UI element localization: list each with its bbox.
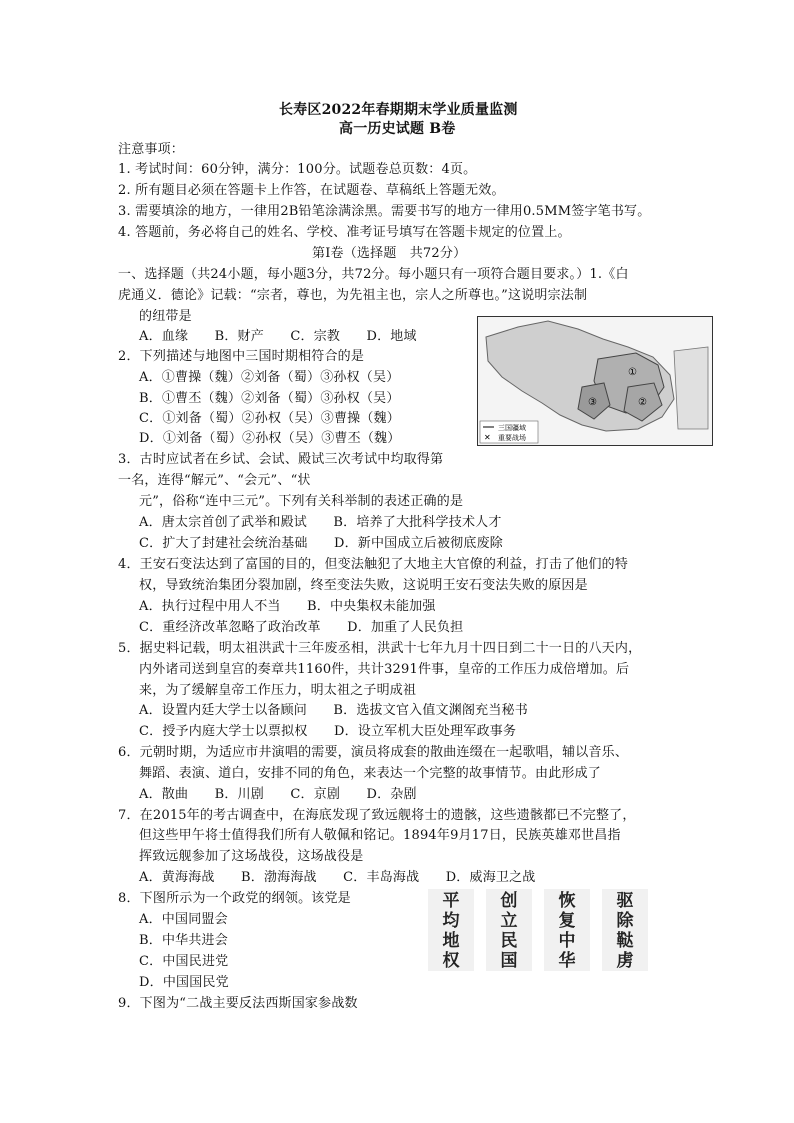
question-text: 9．下图为“二战主要反法西斯国家参战数 bbox=[118, 996, 358, 1011]
question-option: B．中华共进会 bbox=[139, 933, 228, 948]
question-option: C．①刘备（蜀）②孙权（吴）③曹操（魏） bbox=[139, 411, 400, 426]
map-graphic bbox=[478, 317, 712, 445]
question-text: 内外诸司送到皇宫的奏章共1160件，共计3291件事，皇帝的工作压力成倍增加。后 bbox=[139, 662, 630, 677]
banner-char: 权 bbox=[442, 951, 460, 971]
question-option: C．中国民进党 bbox=[139, 954, 229, 969]
banner-char: 除 bbox=[616, 911, 634, 931]
banner-char: 国 bbox=[500, 951, 518, 971]
question-options: A．血缘 B．财产 C．宗教 D．地域 bbox=[139, 329, 417, 344]
question-text: 6．元朝时期，为适应市井演唱的需要，演员将成套的散曲连缀在一起歌唱，辅以音乐、 bbox=[118, 745, 629, 760]
question-option: A．执行过程中用人不当 B．中央集权未能加强 bbox=[139, 599, 436, 614]
note-item: 1. 考试时间：60分钟，满分：100分。试题卷总页数：4页。 bbox=[118, 162, 477, 177]
question-text: 7．在2015年的考古调查中，在海底发现了致远舰将士的遗骸，这些遗骸都已不完整了， bbox=[118, 808, 636, 823]
legend-battle: 重要战场 bbox=[498, 434, 526, 442]
question-text: 来，为了缓解皇帝工作压力，明太祖之子明成祖 bbox=[139, 683, 417, 698]
question-text: 权，导致统治集团分裂加剧，终至变法失败，这说明王安石变法失败的原因是 bbox=[139, 578, 588, 593]
banner-char: 创 bbox=[500, 891, 518, 911]
question-text: 4．王安石变法达到了富国的目的，但变法触犯了大地主大官僚的利益，打击了他们的特 bbox=[118, 557, 629, 572]
question-option: C．扩大了封建社会统治基础 D．新中国成立后被彻底废除 bbox=[139, 536, 503, 551]
question-option: B．①曹丕（魏）②刘备（蜀）③孙权（吴） bbox=[139, 391, 400, 406]
note-item: 3. 需要填涂的地方，一律用2B铅笔涂满涂黑。需要书写的地方一律用0.5MM签字笔书写。 bbox=[118, 204, 651, 219]
question-option: D．①刘备（蜀）②孙权（吴）③曹丕（魏） bbox=[139, 431, 401, 446]
question-option: C．授予内庭大学士以票拟权 D．设立军机大臣处理军政事务 bbox=[139, 724, 517, 739]
svg-text:✕: ✕ bbox=[484, 433, 491, 442]
banner-char: 华 bbox=[558, 951, 576, 971]
banner-char: 均 bbox=[442, 911, 460, 931]
note-item: 2. 所有题目必须在答题卡上作答，在试题卷、草稿纸上答题无效。 bbox=[118, 183, 505, 198]
section-intro: 一、选择题（共24小题，每小题3分，共72分。每小题只有一项符合题目要求。）1.《白 bbox=[118, 267, 629, 282]
question-text: 一名，连得“解元”、“会元”、“状 bbox=[118, 473, 311, 488]
three-kingdoms-map bbox=[477, 316, 713, 446]
map-marker-3: ③ bbox=[588, 397, 597, 408]
question-text: 元”，俗称“连中三元”。下列有关科举制的表述正确的是 bbox=[139, 494, 464, 509]
banner-char: 民 bbox=[500, 931, 518, 951]
question-option: C．重经济改革忽略了政治改革 D．加重了人民负担 bbox=[139, 620, 464, 635]
banner-char: 中 bbox=[558, 931, 576, 951]
note-item: 4. 答题前，务必将自己的姓名、学校、准考证号填写在答题卡规定的位置上。 bbox=[118, 225, 571, 240]
notes-heading: 注意事项： bbox=[118, 142, 185, 157]
question-text: 但这些甲午将士值得我们所有人敬佩和铭记。1894年9月17日，民族英雄邓世昌指 bbox=[139, 828, 621, 843]
question-text: 2．下列描述与地图中三国时期相符合的是 bbox=[118, 349, 365, 364]
question-option: D．中国国民党 bbox=[139, 975, 229, 990]
map-marker-2: ② bbox=[638, 397, 647, 408]
banner-char: 恢 bbox=[558, 891, 576, 911]
banner-char: 复 bbox=[558, 911, 576, 931]
question-text: 舞蹈、表演、道白，安排不同的角色，来表达一个完整的故事情节。由此形成了 bbox=[139, 766, 602, 781]
banner-char: 鞑 bbox=[616, 931, 634, 951]
question-text: 8．下图所示为一个政党的纲领。该党是 bbox=[118, 891, 351, 906]
calligraphy-graphic bbox=[428, 889, 650, 971]
exam-subtitle: 高一历史试题 B卷 bbox=[339, 121, 456, 137]
question-text: 3．古时应试者在乡试、会试、殿试三次考试中均取得第 bbox=[118, 452, 444, 467]
question-option: A．中国同盟会 bbox=[139, 912, 228, 927]
question-text: 的纽带是 bbox=[139, 309, 192, 324]
map-marker-1: ① bbox=[628, 367, 637, 378]
party-platform-calligraphy bbox=[428, 889, 650, 971]
banner-char: 驱 bbox=[616, 891, 634, 911]
section-intro: 虎通义．德论》记载：“宗者，尊也，为先祖主也，宗人之所尊也。”这说明宗法制 bbox=[118, 288, 588, 303]
question-text: 5．据史料记载，明太祖洪武十三年废丞相，洪武十七年九月十四日到二十一日的八天内， bbox=[118, 641, 642, 656]
question-text: 挥致远舰参加了这场战役，这场战役是 bbox=[139, 849, 364, 864]
banner-char: 地 bbox=[442, 931, 460, 951]
question-option: A．散曲 B．川剧 C．京剧 D．杂剧 bbox=[139, 787, 417, 802]
question-option: A．设置内廷大学士以备顾问 B．选拔文官入值文渊阁充当秘书 bbox=[139, 703, 528, 718]
question-option: A．黄海海战 B．渤海海战 C．丰岛海战 D．威海卫之战 bbox=[139, 870, 536, 885]
banner-char: 虏 bbox=[616, 951, 634, 971]
exam-title: 长寿区2022年春期期末学业质量监测 bbox=[279, 102, 518, 118]
question-option: A．①曹操（魏）②刘备（蜀）③孙权（吴） bbox=[139, 370, 400, 385]
banner-char: 平 bbox=[442, 891, 460, 911]
section-title: 第Ⅰ卷（选择题 共72分） bbox=[312, 246, 467, 261]
question-option: A．唐太宗首创了武举和殿试 B．培养了大批科学技术人才 bbox=[139, 515, 502, 530]
banner-char: 立 bbox=[500, 911, 518, 931]
legend-border: 三国疆域 bbox=[498, 424, 526, 432]
